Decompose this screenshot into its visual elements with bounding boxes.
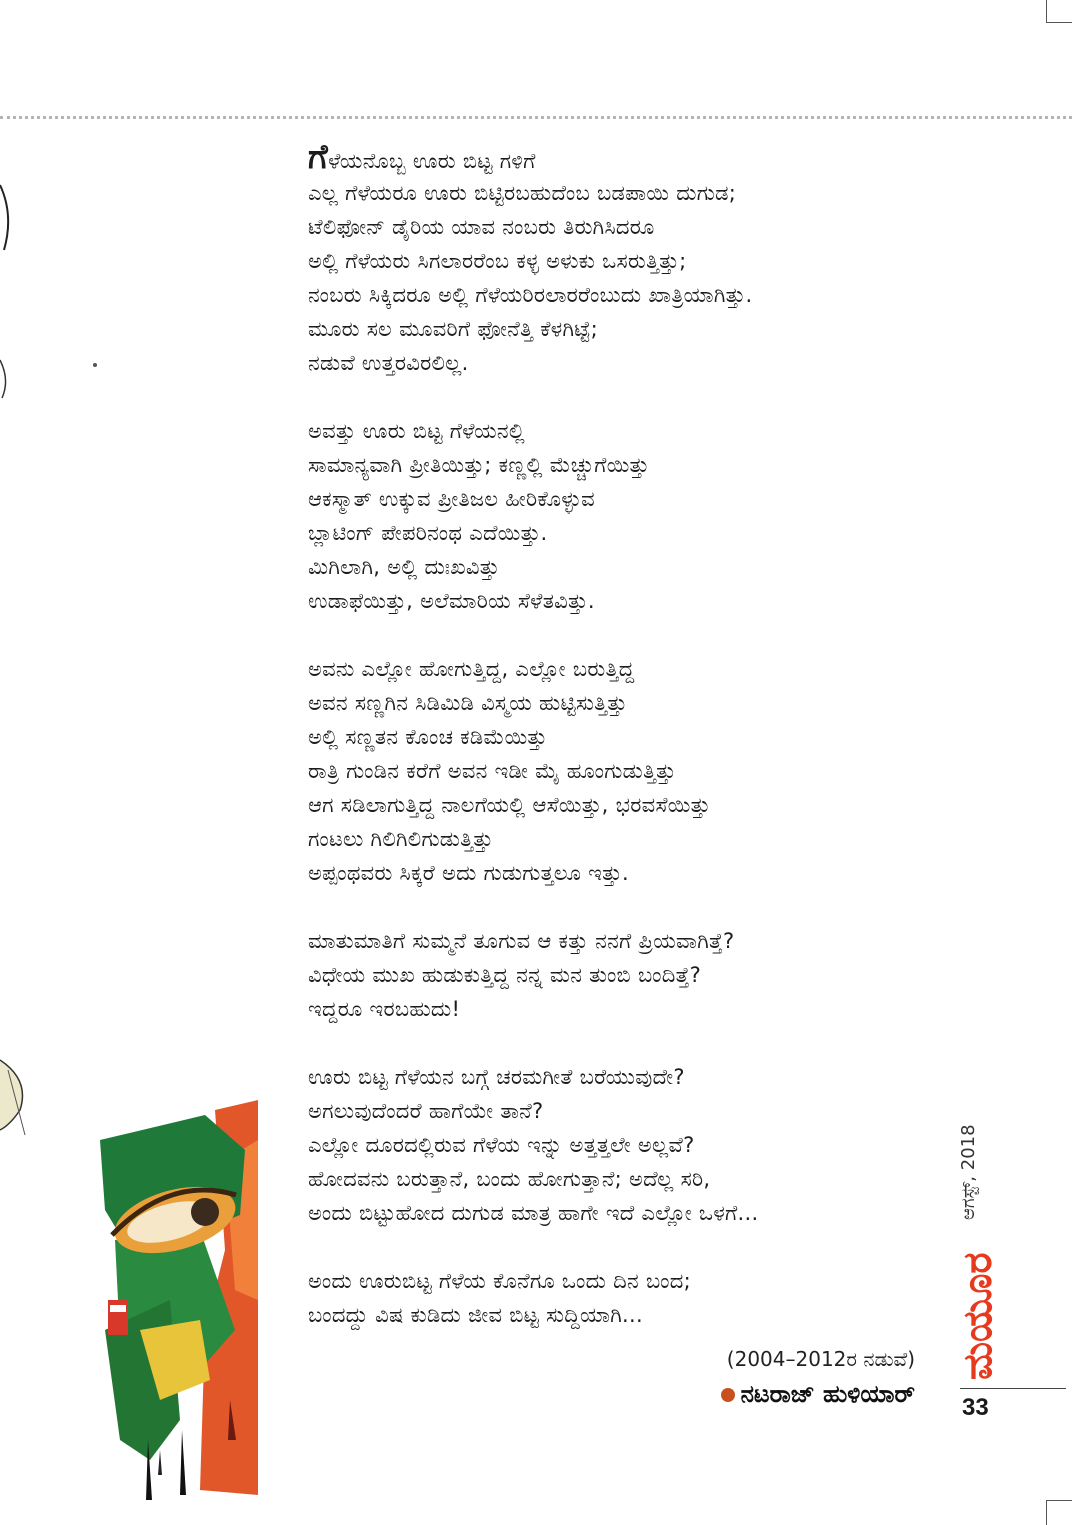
drop-cap: ಗೆ (308, 137, 329, 177)
poem-line: ಅಂದು ಊರುಬಿಟ್ಟ ಗೆಳೆಯ ಕೊನೆಗೂ ಒಂದು ದಿನ ಬಂದ; (308, 1269, 692, 1293)
poem-line: ಅವತ್ತು ಊರು ಬಿಟ್ಟ ಗೆಳೆಯನಲ್ಲಿ (308, 419, 526, 443)
poem-line: ಎಲ್ಲ ಗೆಳೆಯರೂ ಊರು ಬಿಟ್ಟಿರಬಹುದೆಂಬ ಬಡಪಾಯಿ ದುಗುಡ; (308, 181, 737, 205)
poem-line: ಅಲ್ಲಿ ಗೆಳೆಯರು ಸಿಗಲಾರರೆಂಬ ಕಳ್ಳ ಅಳುಕು ಒಸರುತ್ತಿತ್ತು; (308, 249, 687, 273)
poem-date-note: (2004–2012ರ ನಡುವೆ) (726, 1347, 915, 1371)
poem-line: ಆಗ ಸಡಿಲಾಗುತ್ತಿದ್ದ ನಾಲಗೆಯಲ್ಲಿ ಆಸೆಯಿತ್ತು, ಭರವಸೆಯಿತ್ತು (308, 793, 711, 817)
crop-mark-bottom (1046, 1500, 1047, 1525)
poem-body (308, 137, 948, 1366)
poem-stanza-5 (308, 1060, 948, 1230)
poem-line: ಅಪ್ಪಂಥವರು ಸಿಕ್ಕರೆ ಅದು ಗುಡುಗುತ್ತಲೂ ಇತ್ತು. (308, 861, 629, 885)
poem-line: ಊರು ಬಿಟ್ಟ ಗೆಳೆಯನ ಬಗ್ಗೆ ಚರಮಗೀತೆ ಬರೆಯುವುದೇ? (308, 1065, 685, 1089)
poem-line: ಅವನು ಎಲ್ಲೋ ಹೋಗುತ್ತಿದ್ದ, ಎಲ್ಲೋ ಬರುತ್ತಿದ್ದ (308, 657, 635, 681)
poem-line: ನಂಬರು ಸಿಕ್ಕಿದರೂ ಅಲ್ಲಿ ಗೆಳೆಯರಿರಲಾರರೆಂಬುದು ಖಾತ್ರಿಯಾಗಿತ್ತು. (308, 283, 753, 307)
poem-line: ಬ್ಲಾಟಿಂಗ್ ಪೇಪರಿನಂಥ ಎದೆಯಿತ್ತು. (308, 521, 548, 545)
author-name: ನಟರಾಜ್ ಹುಳಿಯಾರ್ (740, 1380, 915, 1408)
author-byline (610, 1380, 915, 1408)
poem-line: ವಿಧೇಯ ಮುಖ ಹುಡುಕುತ್ತಿದ್ದ ನನ್ನ ಮನ ತುಂಬಿ ಬಂದಿತ್ತೆ? (308, 963, 702, 987)
poem-line: ಎಲ್ಲೋ ದೂರದಲ್ಲಿರುವ ಗೆಳೆಯ ಇನ್ನು ಅತ್ತತ್ತಲೇ ಅಲ್ಲವೆ? (308, 1133, 695, 1157)
poem-line: ಹೋದವನು ಬರುತ್ತಾನೆ, ಬಂದು ಹೋಗುತ್ತಾನೆ; ಅದೆಲ್ಲ ಸರಿ, (308, 1167, 711, 1191)
poem-stanza-3 (308, 652, 948, 890)
poem-line: ಉಡಾಫೆಯಿತ್ತು, ಅಲೆಮಾರಿಯ ಸೆಳೆತವಿತ್ತು. (308, 589, 595, 613)
issue-date: ಆಗಸ್ಟ್, 2018 (958, 1124, 979, 1220)
poem-stanza-2 (308, 414, 948, 618)
crop-mark-top-h (1046, 22, 1072, 23)
poem-line: ಆಕಸ್ಮಾತ್ ಉಕ್ಕುವ ಪ್ರೀತಿಜಲ ಹೀರಿಕೊಳ್ಳುವ (308, 487, 595, 511)
poem-line: ಮಾತುಮಾತಿಗೆ ಸುಮ್ಮನೆ ತೂಗುವ ಆ ಕತ್ತು ನನಗೆ ಪ್ರಿಯವಾಗಿತ್ತೆ? (308, 929, 735, 953)
poem-line: ಅಂದು ಬಿಟ್ಟುಹೋದ ದುಗುಡ ಮಾತ್ರ ಹಾಗೇ ಇದೆ ಎಲ್ಲೋ ಒಳಗೆ... (308, 1201, 759, 1225)
magazine-logo: ಮಯೂರ (955, 1252, 1001, 1380)
poem-line: ಮಿಗಿಲಾಗಿ, ಅಲ್ಲಿ ದುಃಖವಿತ್ತು (308, 555, 500, 579)
page-rule (960, 1388, 1066, 1389)
poem-line: ರಾತ್ರಿ ಗುಂಡಿನ ಕರೆಗೆ ಅವನ ಇಡೀ ಮೈ ಹೂಂಗುಡುತ್ತಿತ್ತು (308, 759, 677, 783)
poem-line: ಮೂರು ಸಲ ಮೂವರಿಗೆ ಫೋನೆತ್ತಿ ಕೆಳಗಿಟ್ಟೆ; (308, 317, 599, 341)
page-number: 33 (962, 1394, 989, 1421)
crop-mark-bottom-h (1046, 1500, 1072, 1501)
poem-line: ಸಾಮಾನ್ಯವಾಗಿ ಪ್ರೀತಿಯಿತ್ತು; ಕಣ್ಣಲ್ಲಿ ಮೆಚ್ಚುಗೆಯಿತ್ತು (308, 453, 650, 477)
poem-line: ಇದ್ದರೂ ಇರಬಹುದು! (308, 997, 461, 1021)
crop-mark-top (1046, 0, 1047, 22)
poem-line: ಅವನ ಸಣ್ಣಗಿನ ಸಿಡಿಮಿಡಿ ವಿಸ್ಮಯ ಹುಟ್ಟಿಸುತ್ತಿತ್ತು (308, 691, 628, 715)
poem-line: ಗೆಳೆಯನೊಬ್ಬ ಊರು ಬಿಟ್ಟ ಗಳಿಗೆ (308, 137, 536, 177)
poem-stanza-1 (308, 137, 948, 380)
bullet-dot-icon (721, 1388, 735, 1402)
poem-line: ಬಂದದ್ದು ವಿಷ ಕುಡಿದು ಜೀವ ಬಿಟ್ಟ ಸುದ್ದಿಯಾಗಿ... (308, 1303, 643, 1327)
poem-line: ನಡುವೆ ಉತ್ತರವಿರಲಿಲ್ಲ. (308, 351, 469, 375)
poem-line: ಅಲ್ಲಿ ಸಣ್ಣತನ ಕೊಂಚ ಕಡಿಮೆಯಿತ್ತು (308, 725, 548, 749)
poem-line: ಅಗಲುವುದೆಂದರೆ ಹಾಗೆಯೇ ತಾನೆ? (308, 1099, 544, 1123)
poem-line: ಟೆಲಿಫೋನ್ ಡೈರಿಯ ಯಾವ ನಂಬರು ತಿರುಗಿಸಿದರೂ (308, 215, 655, 239)
poem-stanza-6 (308, 1264, 948, 1332)
painting-illustration (0, 0, 260, 1525)
poem-line: ಗಂಟಲು ಗಿಲಿಗಿಲಿಗುಡುತ್ತಿತ್ತು (308, 827, 494, 851)
poem-stanza-4 (308, 924, 948, 1026)
